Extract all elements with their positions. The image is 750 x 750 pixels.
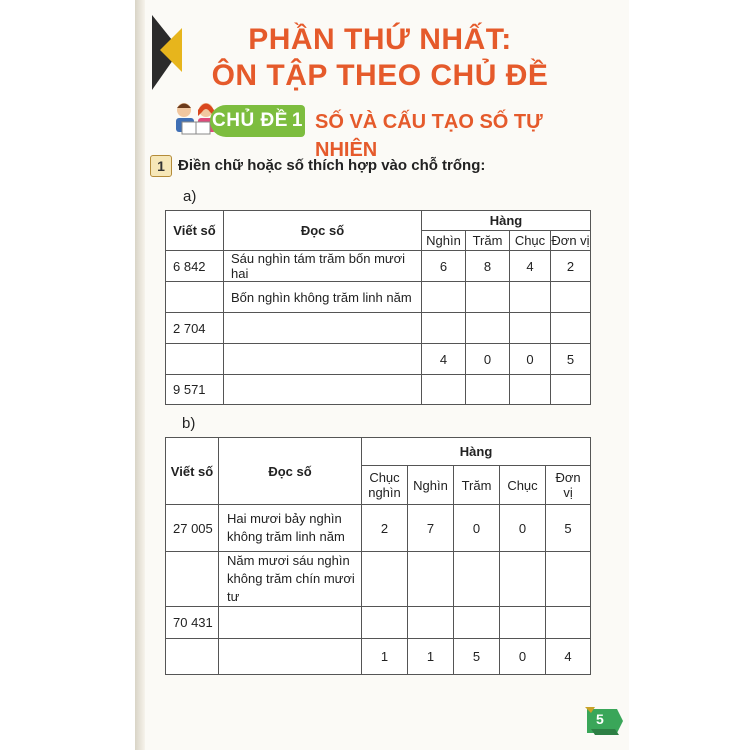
part-b-label: b)	[182, 415, 196, 432]
doc-so-input[interactable]	[224, 344, 422, 375]
viet-so-cell: 9 571	[166, 375, 224, 405]
digit-cell: 5	[546, 505, 591, 552]
table-row	[166, 251, 591, 282]
table-row	[166, 607, 591, 639]
digit-input[interactable]	[454, 607, 500, 639]
digit-cell: 0	[454, 505, 500, 552]
page-number: 5	[596, 711, 604, 727]
doc-so-line: không trăm chín mươi tư	[227, 571, 355, 604]
table-row	[166, 552, 591, 607]
digit-input[interactable]	[362, 607, 408, 639]
viet-so-cell: 6 842	[166, 251, 224, 282]
digit-input[interactable]	[500, 607, 546, 639]
doc-so-cell	[219, 505, 362, 552]
topic-header	[168, 100, 598, 161]
header-tram: Trăm	[466, 231, 510, 251]
part-a-table	[165, 210, 591, 405]
topic-title: SỐ VÀ CẤU TẠO SỐ TỰ NHIÊN	[315, 111, 543, 161]
table-row	[166, 375, 591, 405]
viet-so-input[interactable]	[166, 552, 219, 607]
header-viet-so: Viết số	[166, 438, 219, 505]
digit-cell: 0	[466, 344, 510, 375]
header-chuc-nghin	[362, 466, 408, 505]
digit-cell: 8	[466, 251, 510, 282]
digit-input[interactable]	[551, 282, 591, 313]
table-row	[166, 282, 591, 313]
topic-badge	[210, 105, 305, 137]
page-title	[180, 22, 580, 94]
title-line-2: ÔN TẬP THEO CHỦ ĐỀ	[211, 59, 549, 92]
viet-so-cell: 27 005	[166, 505, 219, 552]
header-tram: Trăm	[454, 466, 500, 505]
doc-so-line: không trăm linh năm	[227, 529, 345, 544]
viet-so-input[interactable]	[166, 282, 224, 313]
digit-cell: 2	[362, 505, 408, 552]
header-don-vi: Đơn vị	[551, 231, 591, 251]
digit-cell: 0	[500, 505, 546, 552]
header-viet-so: Viết số	[166, 211, 224, 251]
header-doc-so: Đọc số	[219, 438, 362, 505]
digit-input[interactable]	[422, 375, 466, 405]
digit-cell: 0	[500, 639, 546, 675]
title-line-1: PHẦN THỨ NHẤT:	[248, 23, 512, 56]
header-doc-so: Đọc số	[224, 211, 422, 251]
header-hang: Hàng	[362, 438, 591, 466]
digit-cell: 0	[510, 344, 551, 375]
header-line: vị	[563, 485, 573, 500]
digit-input[interactable]	[466, 313, 510, 344]
doc-so-input[interactable]	[224, 375, 422, 405]
digit-cell: 7	[408, 505, 454, 552]
digit-cell: 5	[454, 639, 500, 675]
header-line: nghìn	[368, 485, 401, 500]
digit-cell: 4	[510, 251, 551, 282]
exercise-number: 1	[150, 155, 172, 177]
viet-so-cell: 2 704	[166, 313, 224, 344]
doc-so-line: Hai mươi bảy nghìn	[227, 511, 342, 526]
doc-so-cell: Bốn nghìn không trăm linh năm	[224, 282, 422, 313]
digit-cell: 6	[422, 251, 466, 282]
digit-input[interactable]	[500, 552, 546, 607]
digit-input[interactable]	[551, 313, 591, 344]
doc-so-input[interactable]	[219, 639, 362, 675]
part-a-label: a)	[183, 188, 197, 205]
digit-input[interactable]	[422, 282, 466, 313]
digit-input[interactable]	[408, 552, 454, 607]
table-row	[166, 505, 591, 552]
doc-so-cell: Sáu nghìn tám trăm bốn mươi hai	[224, 251, 422, 282]
header-line: Đơn	[555, 470, 581, 485]
digit-cell: 4	[422, 344, 466, 375]
digit-cell: 1	[362, 639, 408, 675]
header-chuc: Chục	[510, 231, 551, 251]
digit-input[interactable]	[510, 313, 551, 344]
doc-so-cell	[219, 552, 362, 607]
viet-so-input[interactable]	[166, 639, 219, 675]
header-hang: Hàng	[422, 211, 591, 231]
digit-input[interactable]	[466, 375, 510, 405]
viet-so-input[interactable]	[166, 344, 224, 375]
digit-cell: 4	[546, 639, 591, 675]
digit-cell: 2	[551, 251, 591, 282]
table-row	[166, 313, 591, 344]
header-nghin: Nghìn	[422, 231, 466, 251]
topic-badge-label: CHỦ ĐỀ	[212, 110, 288, 131]
digit-input[interactable]	[466, 282, 510, 313]
digit-input[interactable]	[546, 552, 591, 607]
doc-so-input[interactable]	[219, 607, 362, 639]
digit-input[interactable]	[454, 552, 500, 607]
digit-input[interactable]	[422, 313, 466, 344]
exercise-instruction: Điền chữ hoặc số thích hợp vào chỗ trống:	[178, 157, 486, 174]
header-chuc: Chục	[500, 466, 546, 505]
page-number-tab	[585, 705, 625, 737]
header-nghin: Nghìn	[408, 466, 454, 505]
doc-so-line: Năm mươi sáu nghìn	[227, 553, 350, 568]
table-row	[166, 344, 591, 375]
digit-cell: 1	[408, 639, 454, 675]
doc-so-input[interactable]	[224, 313, 422, 344]
digit-input[interactable]	[510, 282, 551, 313]
header-line: Chục	[369, 470, 400, 485]
digit-input[interactable]	[408, 607, 454, 639]
header-don-vi	[546, 466, 591, 505]
digit-cell: 5	[551, 344, 591, 375]
digit-input[interactable]	[510, 375, 551, 405]
table-row	[166, 639, 591, 675]
digit-input[interactable]	[546, 607, 591, 639]
part-b-table	[165, 437, 591, 675]
viet-so-cell: 70 431	[166, 607, 219, 639]
digit-input[interactable]	[551, 375, 591, 405]
page-tab-icon	[585, 705, 625, 737]
page-spine-shadow	[135, 0, 145, 750]
digit-input[interactable]	[362, 552, 408, 607]
topic-badge-number: 1	[291, 110, 303, 131]
